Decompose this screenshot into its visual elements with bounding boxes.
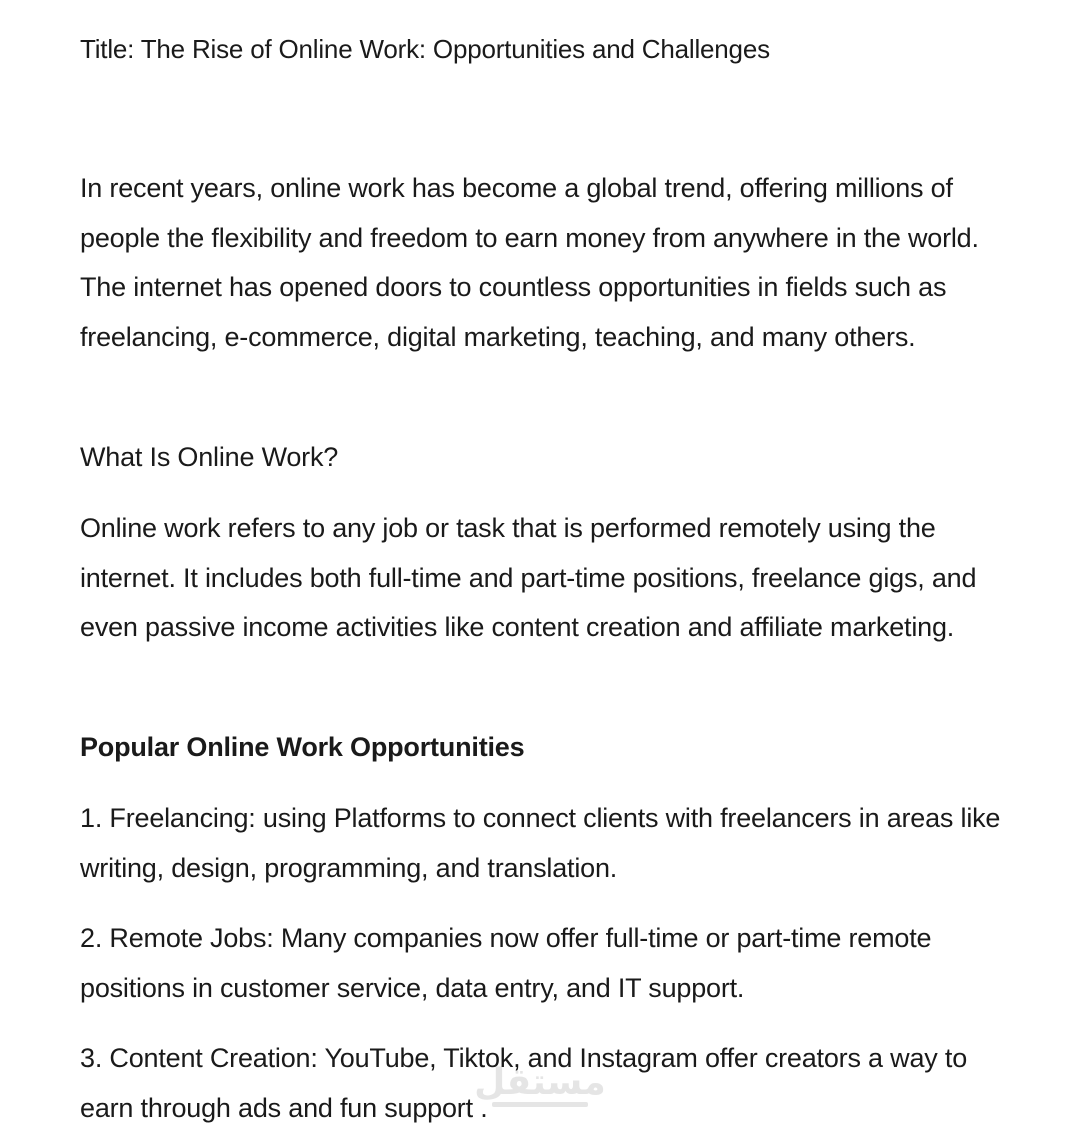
list-item-freelancing: 1. Freelancing: using Platforms to connect clients with freelancers in areas like writing, design, programming, and translation. (80, 803, 1001, 883)
list-item-remote-jobs: 2. Remote Jobs: Many companies now offer full-time or part-time remote positions in customer service, data entry, and IT support. (80, 923, 932, 1003)
section-heading-popular-opportunities: Popular Online Work Opportunities (80, 732, 525, 762)
section-heading-what-is-online-work: What Is Online Work? (80, 442, 339, 472)
document-title: Title: The Rise of Online Work: Opportunities and Challenges (80, 34, 770, 64)
definition-paragraph: Online work refers to any job or task that is performed remotely using the internet. It includes both full-time and part-time positions, freelance gigs, and even passive income activities like content creation and affiliate marketing. (80, 513, 977, 643)
svg-text:مستقل: مستقل (474, 1062, 606, 1103)
intro-paragraph: In recent years, online work has become a global trend, offering millions of people the flexibility and freedom to earn money from anywhere in the world. The internet has opened doors to countless opportunities in fields such as freelancing, e-commerce, digital marketing, teaching, and many others. (80, 173, 979, 352)
list-item-content-creation: 3. Content Creation: YouTube, Tiktok, and Instagram offer creators a way to earn through ads and fun support . (80, 1043, 968, 1123)
